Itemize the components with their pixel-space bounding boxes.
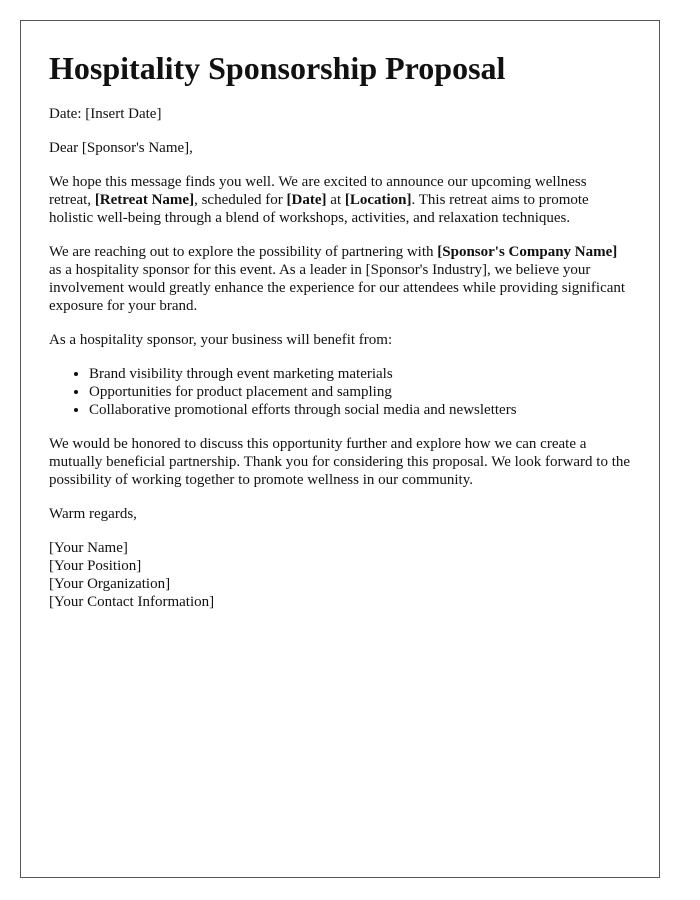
benefit-item: • Opportunities for product placement and sampling	[89, 383, 631, 401]
benefit-item: • Collaborative promotional efforts through social media and newsletters	[89, 401, 631, 419]
location-placeholder: [Location]	[344, 192, 412, 208]
signature-organization: [Your Organization]	[49, 576, 171, 592]
intro-text-3: at	[326, 192, 345, 208]
date-line: Date: [Insert Date]	[49, 106, 162, 122]
intro-text-2: , scheduled for	[194, 192, 287, 208]
closing-paragraph: We would be honored to discuss this opportunity further and explore how we can create a mutually beneficial partnership. Thank you for considering this proposal. We look forward to the possibility of working together to promote wellness in our community.	[49, 436, 631, 488]
signature-block	[49, 539, 631, 611]
outreach-paragraph	[49, 243, 631, 315]
outreach-text-1: We are reaching out to explore the possibility of partnering with	[49, 244, 438, 260]
intro-paragraph	[49, 173, 631, 227]
retreat-name-placeholder: [Retreat Name]	[94, 192, 195, 208]
benefit-item: • Brand visibility through event marketing materials	[89, 365, 631, 383]
intro-text-4: . This retreat aims to promote holistic well-being through a blend of workshops, activities, and relaxation techniques.	[49, 192, 589, 226]
letter-page	[20, 20, 660, 878]
sign-off: Warm regards,	[49, 506, 137, 522]
signature-contact: [Your Contact Information]	[49, 594, 215, 610]
signature-position: [Your Position]	[49, 558, 142, 574]
intro-text-1: We hope this message finds you well. We are excited to announce our upcoming wellness retreat,	[49, 174, 587, 208]
letter-title: Hospitality Sponsorship Proposal	[49, 50, 506, 86]
sponsor-company-placeholder: [Sponsor's Company Name]	[437, 244, 618, 260]
benefits-intro: As a hospitality sponsor, your business will benefit from:	[49, 332, 393, 348]
signature-name: [Your Name]	[49, 540, 128, 556]
benefits-list	[49, 365, 631, 419]
outreach-text-2: as a hospitality sponsor for this event. As a leader in [Sponsor's Industry], we believe your involvement would greatly enhance the experience for our attendees while providing significant exposure for your brand.	[49, 262, 626, 314]
salutation: Dear [Sponsor's Name],	[49, 140, 193, 156]
date-placeholder: [Date]	[286, 192, 327, 208]
